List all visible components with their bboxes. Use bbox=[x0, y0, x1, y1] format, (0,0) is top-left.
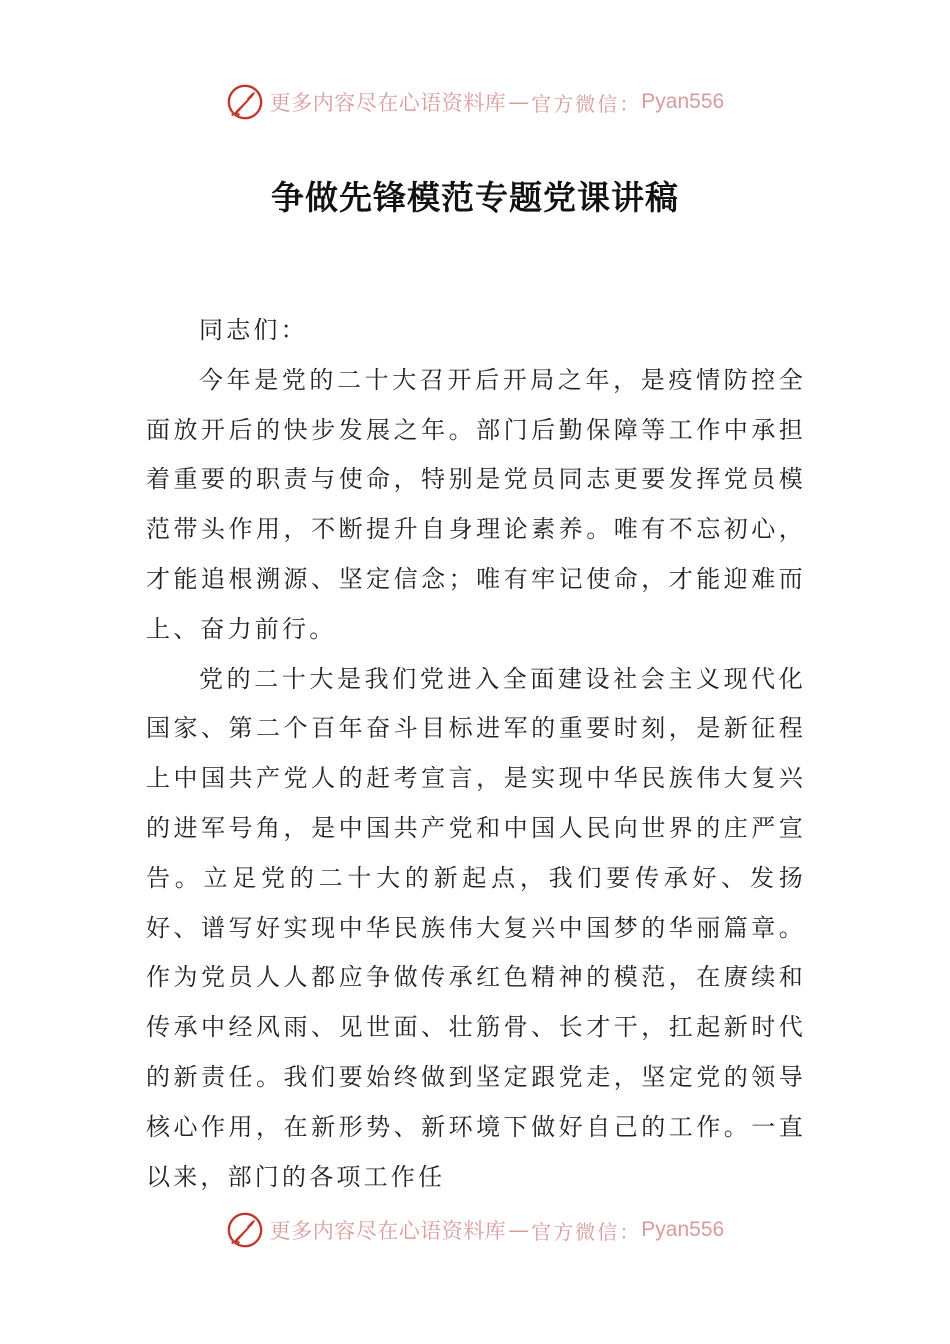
paragraph: 今年是党的二十大召开后开局之年，是疫情防控全面放开后的快步发展之年。部门后勤保障等工作中承担着重要的职责与使命，特别是党员同志更要发挥党员模范带头作用，不断提升自身理论素养。唯有不忘初心，才能追根溯源、坚定信念；唯有牢记使命，才能迎难而上、奋力前行。 bbox=[146, 365, 806, 643]
page-title: 争做先锋模范专题党课讲稿 bbox=[271, 178, 679, 217]
watermark-text: 更多内容尽在心语资料库 bbox=[269, 1219, 507, 1243]
paragraph: 党的二十大是我们党进入全面建设社会主义现代化国家、第二个百年奋斗目标进军的重要时刻，是新征程上中国共产党人的赶考宣言，是实现中华民族伟大复兴的进军号角，是中国共产党和中国人民向世界的庄严宣告。立足党的二十大的新起点，我们要传承好、发扬好、谱写好实现中华民族伟大复兴中国梦的华丽篇章。作为党员人人都应争做传承红色精神的模范，在赓续和传承中经风雨、见世面、壮筋骨、长才干，扛起新时代的新责任。我们要始终做到坚定跟党走，坚定党的领导核心作用，在新形势、新环境下做好自己的工作。一直以来，部门的各项工作任 bbox=[146, 664, 806, 1191]
watermark-separator: — bbox=[508, 90, 530, 114]
header-watermark bbox=[0, 80, 950, 124]
footer-watermark bbox=[0, 1208, 950, 1252]
watermark-separator: — bbox=[508, 1218, 530, 1242]
quill-pen-logo-icon bbox=[226, 83, 264, 121]
document-body bbox=[146, 306, 806, 1202]
watermark-wechat-id: Pyan556 bbox=[641, 90, 725, 113]
watermark-wechat-id: Pyan556 bbox=[641, 1218, 725, 1241]
quill-pen-logo-icon bbox=[226, 1211, 264, 1249]
salutation: 同志们： bbox=[199, 316, 308, 344]
watermark-text: 更多内容尽在心语资料库 bbox=[269, 91, 507, 115]
watermark-label: 官方微信： bbox=[531, 91, 642, 116]
watermark-label: 官方微信： bbox=[531, 1219, 642, 1244]
